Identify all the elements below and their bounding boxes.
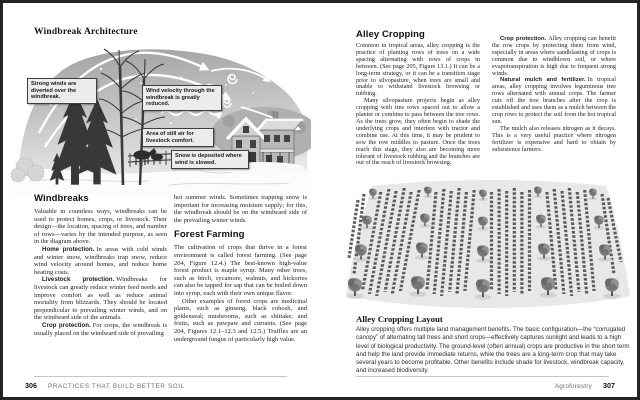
running-foot-left: PRACTICES THAT BUILD BETTER SOIL: [48, 383, 185, 390]
alley-cropping-para2: Many silvopasture projects begin as alley cropping with tree rows spaced out to allow a planter or combine to pass between the tree rows. As the trees grow, they often begin to shade the underlying crops and interfere with tractor and combine use. At this time, it may be prudent to sow the row middles to pasture. Once the trees reach this stage, they also are becoming more tolerant of livestock rubbing and the branches are out of the reach of livestock browsing.: [356, 97, 480, 167]
heading-alley-cropping: Alley Cropping: [356, 29, 425, 40]
forest-farming-para2: Other examples of forest crops are medicinal plants, such as ginseng, black cohosh, and goldenseal; mushrooms, such as shiitake; and fruits, such as pawpaw and currants. (See page 204, Figures 12.1–12.3 and 12.5.) Truffles are an underground fungus of particularly high value.: [174, 297, 307, 343]
mulch-nitrogen-para: The mulch also releases nitrogen as it decays. This is a very useful practice where nitrogen fertilizer is expensive and hard to obtain by subsistence farmers.: [492, 124, 616, 153]
crop-protection-para-right: Crop protection. Alley cropping can benefit the row crops by protecting them from wind, especially in areas where sandblasting of crops is common due to windblown soil, or where evapotranspiration is high due to frequent strong winds.: [492, 35, 616, 77]
livestock-protection-para: Livestock protection. Windbreaks for livestock can greatly reduce winter feed needs and improve comfort as well as reduce animal mortality from blizzards. They should be located perpendicular to prevailing winter winds, and on the windward side of the animals.: [34, 276, 167, 322]
windbreaks-continuation: hot summer winds. Sometimes trapping snow is important for increasing moisture supply; for this, the windbreak should be on the windward side of the prevailing winter winds.: [174, 194, 307, 224]
natural-mulch-para: Natural mulch and fertilizer. In tropical areas, alley cropping involves leguminous tree rows alternated with annual crops. The farmer cuts off the tree branches after the crop is established and uses them as a mulch between the crop rows to protect the soil from the hot tropical sun.: [492, 76, 616, 125]
page-right: [320, 3, 637, 397]
natural-mulch-label: Natural mulch and fertilizer.: [500, 77, 586, 84]
windbreaks-intro: Valuable in countless ways, windbreaks can be used to protect homes, crops, or livestock. Their design—the location, spacing of trees, and number of rows—varies by the intended purpose, as seen in the diagram above.: [34, 208, 167, 246]
windbreak-illustration: [9, 41, 311, 195]
crop-protection-label-left: Crop protection.: [42, 321, 91, 329]
forest-farming-para1: The cultivation of crops that thrive in a forest environment is called forest farming. (See page 204, Figure 12.4.) The best-known high-value forest product is maple syrup. Many other trees, such as birch, sycamore, walnuts, and hickories can also be tapped for sap that can be boiled down into syrup, each with their own unique flavor.: [174, 244, 307, 297]
crop-protection-label-right: Crop protection.: [500, 36, 547, 42]
alley-cropping-para1: Common in tropical areas, alley cropping is the practice of planting rows of trees on a wide spacing alternating with rows of crops in between. (See page 205, Figure 13.1.) It can be a long-term strategy, or it can be a transition stage prior to silvopasture, when trees are small and unable to withstand livestock browsing or rubbing.: [356, 42, 480, 98]
footer-left: [25, 381, 185, 390]
figure-title: Windbreak Architecture: [34, 27, 138, 37]
livestock-protection-label: Livestock protection.: [42, 276, 115, 284]
heading-windbreaks: Windbreaks: [34, 193, 89, 204]
heading-forest-farming: Forest Farming: [174, 229, 245, 241]
callout-strong-winds: Strong winds are diverted over the windbreak.: [27, 78, 97, 104]
callout-still-air: Area of still air for livestock comfort.: [142, 128, 214, 147]
crop-protection-para-left: Crop protection. For crops, the windbreak is usually placed on the windward side of prevailing: [34, 321, 167, 337]
home-protection-label: Home protection.: [42, 245, 95, 253]
callout-snow-deposited: Snow is deposited where wind is slowed.: [171, 150, 249, 169]
callout-wind-velocity: Wind velocity through the windbreak is greatly reduced.: [142, 85, 222, 111]
left-column-1: [34, 194, 167, 337]
caption-title: Alley Cropping Layout: [356, 314, 443, 324]
home-protection-para: Home protection. In areas with cold winds and winter snow, windbreaks trap snow, reduce wind velocity around homes, and reduce home heating costs.: [34, 245, 167, 276]
right-column-2: [492, 36, 616, 153]
page-left: [3, 3, 320, 397]
alley-cropping-illustration: [346, 174, 630, 312]
left-column-2: [174, 194, 307, 343]
running-foot-right: Agroforestry: [554, 383, 592, 390]
caption-text: Alley cropping offers multiple land management benefits. The basic configuration—the “corrugated canopy” of alternating tall trees and short crops—effectively captures sunlight and leads to a high level of biological productivity. The ground-level (often annual) crops are productive in the short term and help the land provide immediate returns, while the trees are a long-term crop that may take several years to become profitable. Other benefits include shade for livestock, windbreak capacity, and increased biodiversity.: [356, 326, 630, 375]
page-number-right: 307: [603, 381, 615, 390]
footer-right: [555, 381, 615, 390]
right-column-1: [356, 43, 480, 167]
footer-rule-left: [34, 376, 287, 377]
spread-pages: [3, 3, 637, 397]
page-number-left: 306: [25, 381, 37, 390]
footer-rule-right: [356, 376, 609, 377]
